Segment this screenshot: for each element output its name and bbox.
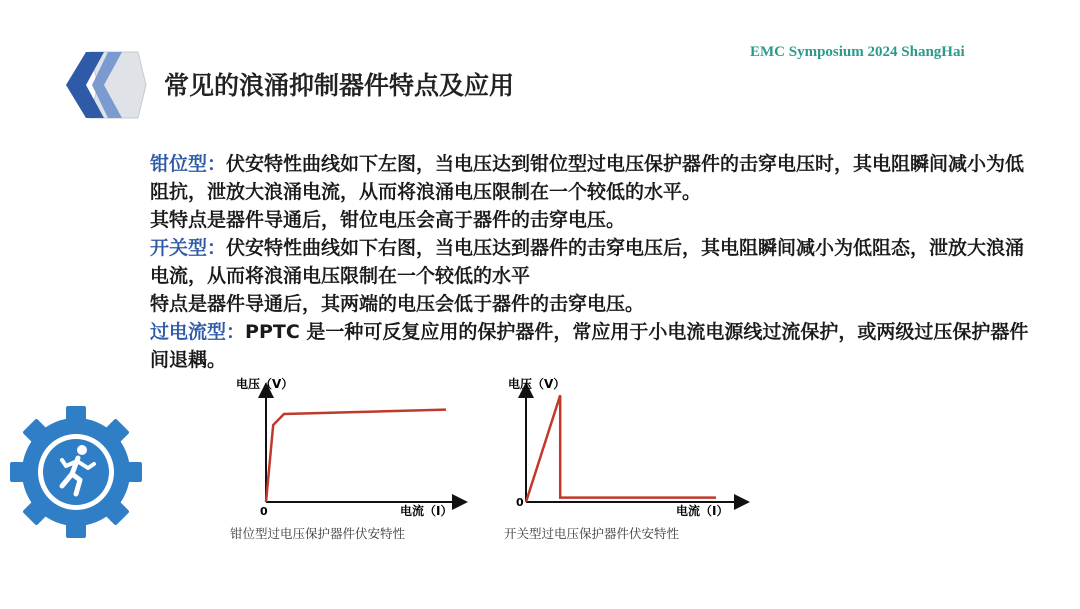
y-axis-label: 电压（V） [236, 377, 294, 391]
section-clamp [150, 150, 1030, 206]
section-switch [150, 234, 1030, 290]
clamp-iv-chart [230, 374, 480, 544]
gear-running-person-icon [8, 404, 144, 540]
y-axis-label: 电压（V） [508, 377, 566, 391]
origin-label: 0 [260, 505, 268, 518]
chevron-double-icon [52, 50, 148, 120]
x-axis-label: 电流（I） [676, 504, 729, 518]
keyword-switch: 开关型： [150, 237, 227, 259]
brand-text: EMC Symposium 2024 ShangHai [750, 44, 965, 60]
page-title: 常见的浪涌抑制器件特点及应用 [164, 71, 515, 100]
text-overcurrent: PPTC 是一种可反复应用的保护器件，常应用于小电流电源线过流保护，或两级过压保护器件间退耦。 [150, 321, 1029, 371]
note-switch: 特点是器件导通后，其两端的电压会低于器件的击穿电压。 [150, 293, 645, 315]
content-body [150, 150, 1030, 374]
section-overcurrent [150, 318, 1030, 374]
figure-switch [498, 374, 758, 544]
figure-caption: 钳位型过电压保护器件伏安特性 [230, 526, 406, 541]
keyword-overcurrent: 过电流型： [150, 321, 246, 343]
keyword-clamp: 钳位型： [150, 153, 227, 175]
iv-curve [526, 395, 716, 502]
origin-label: 0 [516, 496, 524, 509]
switch-iv-chart [498, 374, 758, 544]
text-clamp: 伏安特性曲线如下左图，当电压达到钳位型过电压保护器件的击穿电压时，其电阻瞬间减小为低阻抗，泄放大浪涌电流，从而将浪涌电压限制在一个较低的水平。 [150, 153, 1025, 203]
figure-caption: 开关型过电压保护器件伏安特性 [504, 526, 680, 541]
text-switch: 伏安特性曲线如下右图，当电压达到器件的击穿电压后，其电阻瞬间减小为低阻态，泄放大浪涌电流，从而将浪涌电压限制在一个较低的水平 [150, 237, 1025, 287]
iv-curve [266, 410, 446, 502]
x-axis-label: 电流（I） [400, 504, 453, 518]
figure-clamp [230, 374, 480, 544]
note-clamp: 其特点是器件导通后，钳位电压会高于器件的击穿电压。 [150, 209, 626, 231]
